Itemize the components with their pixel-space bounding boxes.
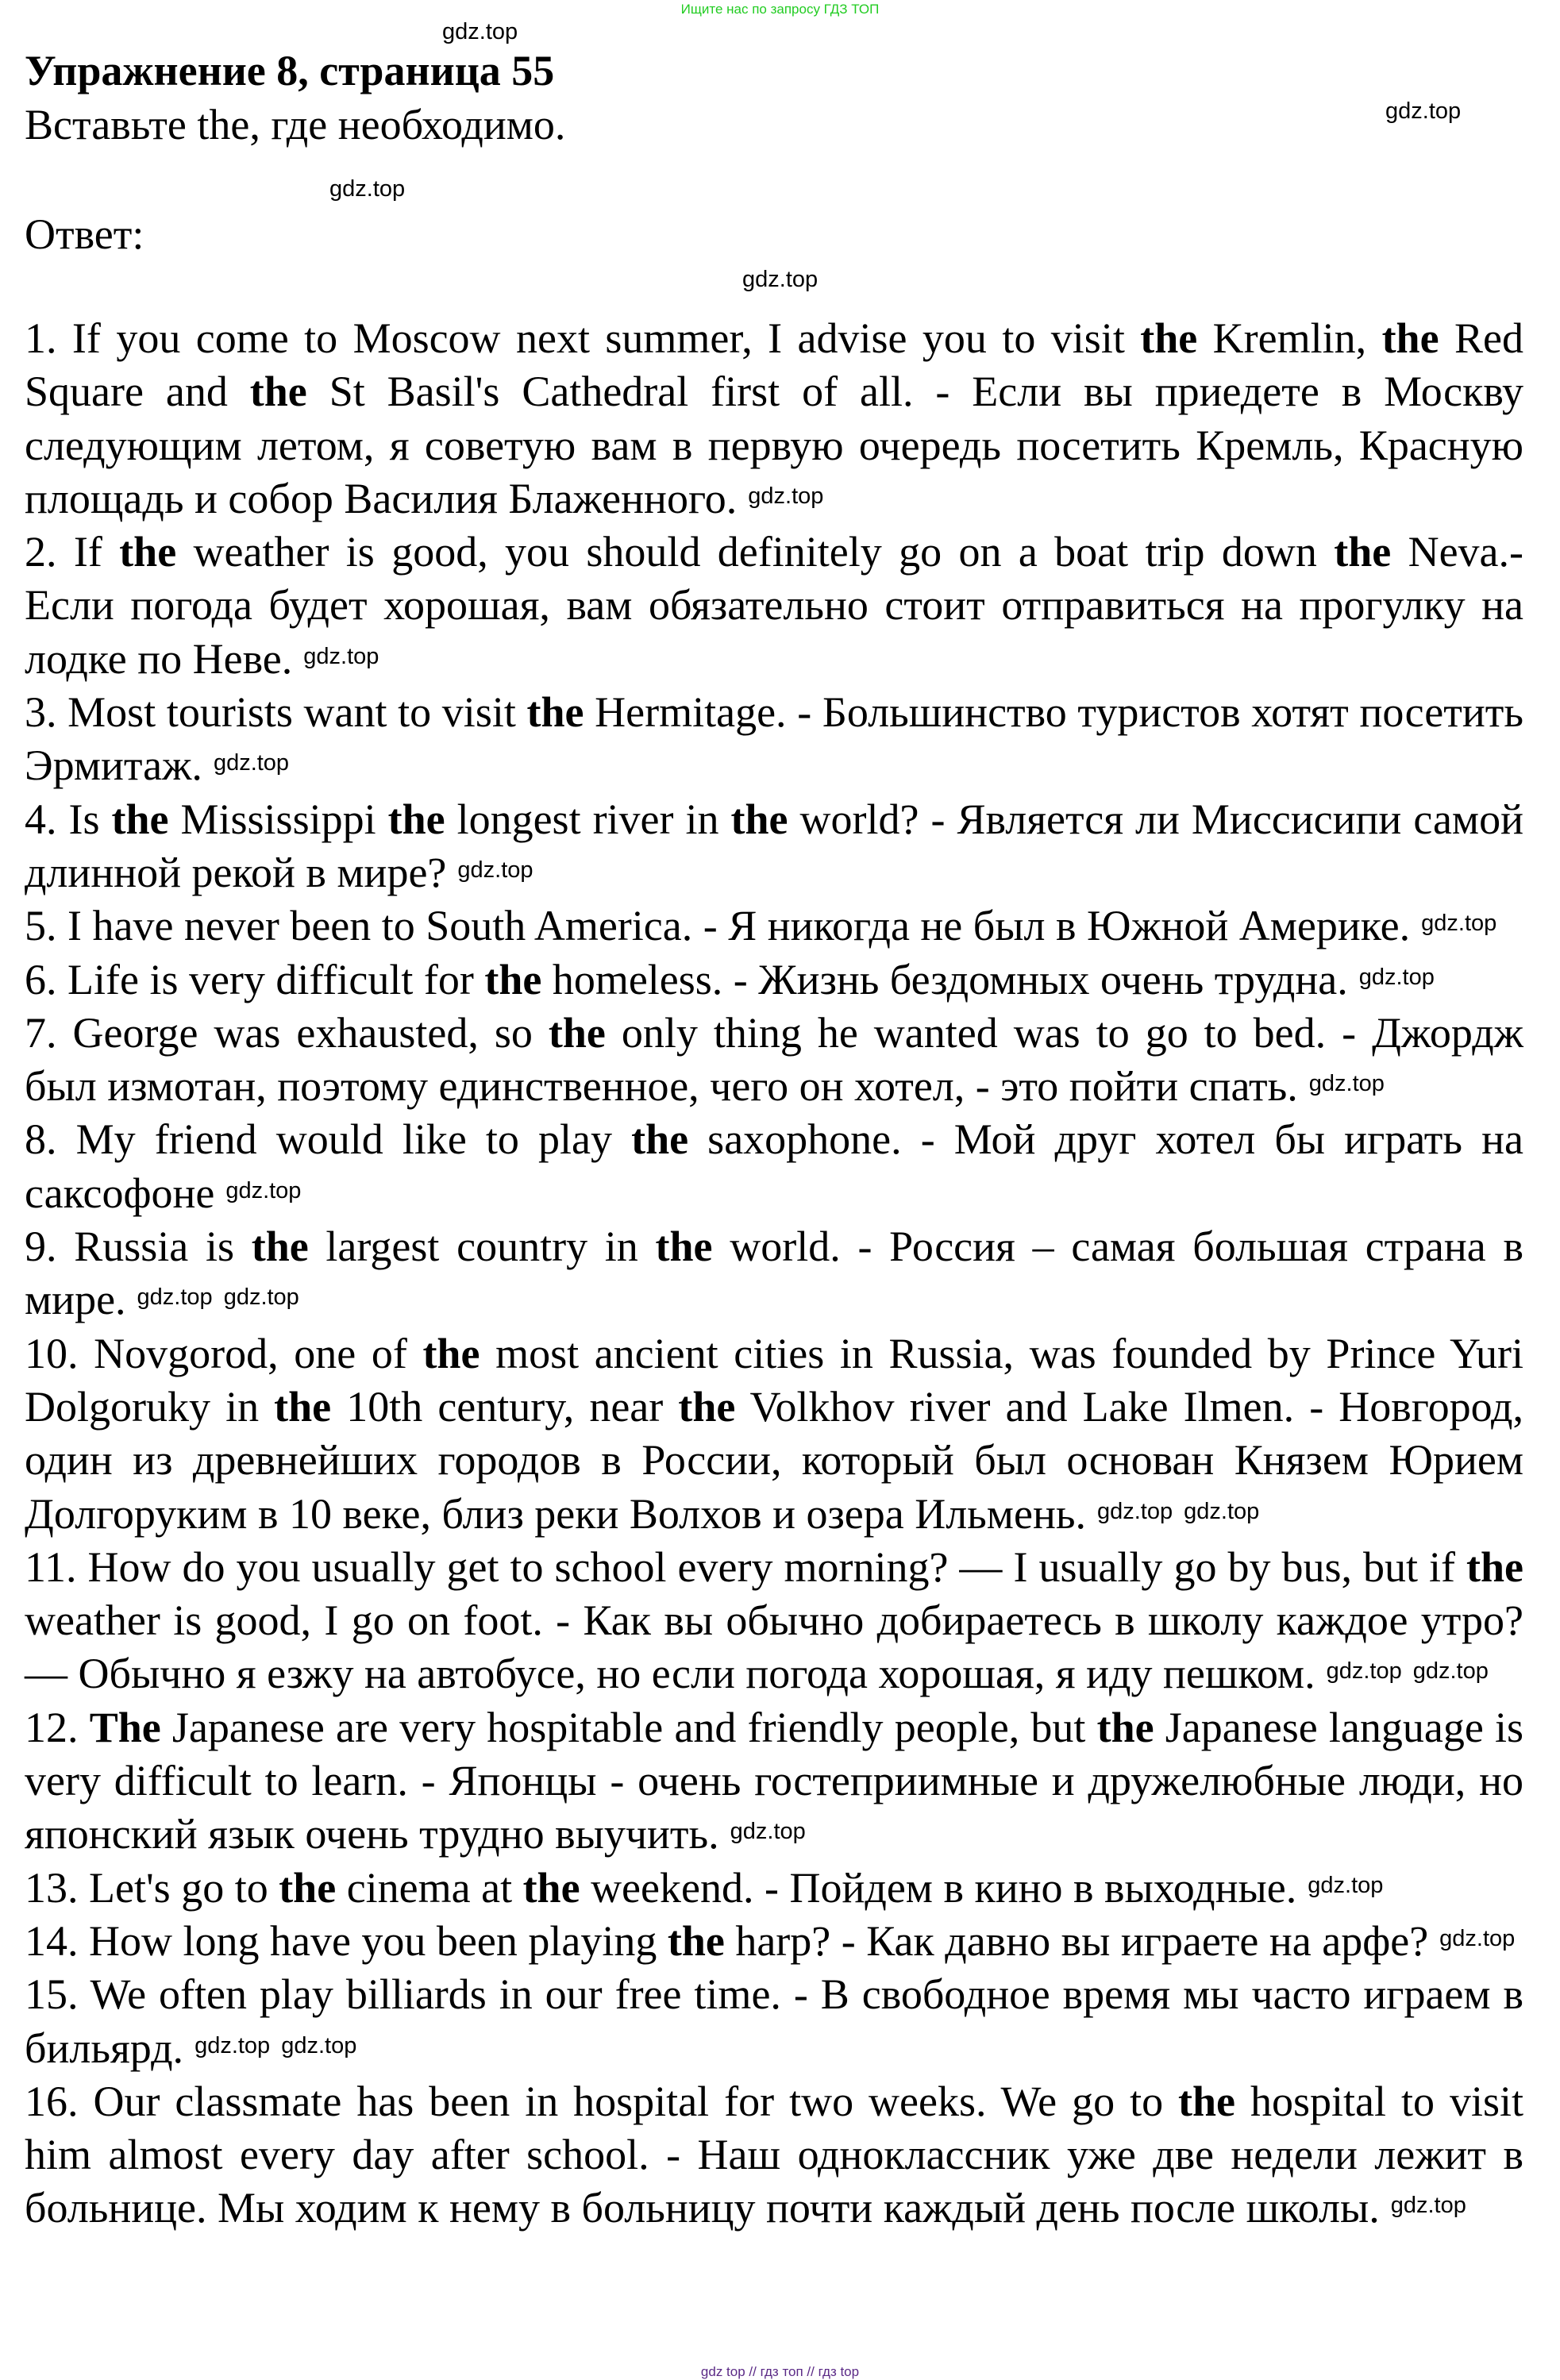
inserted-article: the <box>484 955 542 1003</box>
answer-text: 13. Let's go to <box>25 1863 279 1912</box>
answer-text: 16. Our classmate has been in hospital for two weeks. We go to <box>25 2077 1179 2125</box>
answer-text: Mississippi <box>168 795 388 843</box>
answer-item <box>25 1220 1523 1327</box>
answer-item <box>25 1327 1523 1541</box>
inserted-article: the <box>631 1115 689 1164</box>
inserted-article: the <box>249 368 307 416</box>
answer-text: harp? - Как давно вы играете на арфе? <box>724 1916 1429 1965</box>
answer-item <box>25 1968 1523 2075</box>
inserted-article: the <box>1466 1542 1523 1591</box>
answer-text: world? - Является ли Миссисипи самой длинной рекой в мире? <box>25 795 1523 896</box>
inserted-article: the <box>1096 1703 1154 1751</box>
inserted-article: the <box>655 1223 713 1271</box>
answer-text: 12. <box>25 1703 90 1751</box>
watermark: gdz.top <box>742 267 819 292</box>
bottom-footer-note: gdz top // гдз топ // гдз top <box>700 2364 860 2379</box>
answer-text: St Basil's Cathedral first of all. - Если вы приедете в Москву следующим летом, я советую вам в первую очередь посетить Кремль, Красную площадь и собор Василия Блаженного. <box>25 368 1524 522</box>
answer-text: weekend. - Пойдем в кино в выходные. <box>580 1863 1297 1912</box>
answer-text: 10th century, near <box>331 1382 679 1431</box>
answer-text: 6. Life is very difficult for <box>25 955 485 1003</box>
watermark: gdz.top <box>1358 964 1435 990</box>
answer-item <box>25 1113 1523 1220</box>
watermark: gdz.top <box>195 2032 271 2058</box>
watermark: gdz.top <box>213 750 290 776</box>
answer-item <box>25 1541 1523 1701</box>
answer-text: weather is good, I go on foot. - Как вы обычно добираетесь в школу каждое утро? — Обычно я езжу на автобусе, но если погода хорошая, я иду пешком. <box>25 1596 1523 1698</box>
watermark: gdz.top <box>281 2032 357 2058</box>
inserted-article: the <box>387 795 445 843</box>
inserted-article: the <box>730 795 788 843</box>
answer-text: most ancient cities in Russia, was founded by Prince Yuri Dolgoruky in <box>25 1329 1523 1431</box>
answer-item <box>25 312 1523 526</box>
answer-item <box>25 953 1523 1007</box>
inserted-article: the <box>274 1382 332 1431</box>
watermark: gdz.top <box>303 643 379 669</box>
watermark: gdz.top <box>329 176 406 202</box>
answer-text: Kremlin, <box>1197 314 1382 362</box>
answer-text: Red Square and <box>25 314 1523 416</box>
inserted-article: the <box>1381 314 1439 362</box>
watermark: gdz.top <box>1390 2193 1466 2219</box>
top-search-note: Ищите нас по запросу ГДЗ ТОП <box>680 2 880 17</box>
answer-text: 9. Russia is <box>25 1223 252 1271</box>
answer-text: 14. How long have you been playing <box>25 1916 668 1965</box>
inserted-article: the <box>522 1863 580 1912</box>
watermark: gdz.top <box>730 1819 806 1845</box>
answer-text: 3. Most tourists want to visit <box>25 688 527 737</box>
watermark: gdz.top <box>442 19 518 44</box>
watermark: gdz.top <box>225 1177 302 1203</box>
answer-text: longest river in <box>445 795 731 843</box>
answer-text: world. - Россия – самая большая страна в мире. <box>25 1223 1523 1324</box>
answer-text: weather is good, you should definitely go on a boat trip down <box>176 528 1335 576</box>
answer-text: Neva.- Если погода будет хорошая, вам обязательно стоит отправиться на прогулку на лодке по Неве. <box>25 528 1523 683</box>
watermark: gdz.top <box>223 1284 299 1311</box>
watermark: gdz.top <box>748 483 824 509</box>
inserted-article: the <box>111 795 169 843</box>
watermark: gdz.top <box>137 1284 213 1311</box>
answer-text: 2. If <box>25 528 120 576</box>
inserted-article: The <box>89 1703 161 1751</box>
answer-text: largest country in <box>308 1223 656 1271</box>
answer-text: cinema at <box>336 1863 523 1912</box>
page-title: Упражнение 8, страница 55 <box>25 47 555 94</box>
inserted-article: the <box>251 1223 309 1271</box>
answer-text: Volkhov river and Lake Ilmen. - Новгород, один из древнейших городов в России, который был основан Князем Юрием Долгоруким в 10 веке, близ реки Волхов и озера Ильмень. <box>25 1382 1523 1538</box>
answer-text: 7. George was exhausted, so <box>25 1008 549 1057</box>
inserted-article: the <box>1140 314 1198 362</box>
answer-item <box>25 1007 1523 1114</box>
inserted-article: the <box>1334 528 1392 576</box>
answer-item <box>25 793 1523 900</box>
answer-item <box>25 899 1523 953</box>
answer-text: hospital to visit him almost every day after school. - Наш одноклассник уже две недели лежит в больнице. Мы ходим к нему в больницу почти каждый день после школы. <box>25 2077 1523 2232</box>
answer-text: Japanese are very hospitable and friendly people, but <box>160 1703 1097 1751</box>
answer-list <box>25 312 1523 2236</box>
answer-text: saxophone. - Мой друг хотел бы играть на саксофоне <box>25 1115 1523 1217</box>
watermark: gdz.top <box>1096 1498 1173 1524</box>
answer-label: Ответ: <box>25 210 144 258</box>
answer-text: 1. If you come to Moscow next summer, I advise you to visit <box>25 314 1141 362</box>
answer-text: only thing he wanted was to go to bed. - Джордж был измотан, поэтому единственное, чего он хотел, - это пойти спать. <box>25 1008 1523 1111</box>
inserted-article: the <box>119 528 177 576</box>
answer-text: 10. Novgorod, one of <box>25 1329 423 1377</box>
inserted-article: the <box>667 1916 725 1965</box>
task-instruction: Вставьте the, где необходимо. <box>25 101 566 148</box>
answer-text: 5. I have never been to South America. - Я никогда не был в Южной Америке. <box>25 902 1411 950</box>
inserted-article: the <box>548 1008 606 1057</box>
answer-item <box>25 686 1523 793</box>
watermark: gdz.top <box>1326 1658 1402 1685</box>
answer-text: Japanese language is very difficult to learn. - Японцы - очень гостеприимные и дружелюбные люди, но японский язык очень трудно выучить. <box>25 1703 1524 1858</box>
answer-text: 15. We often play billiards in our free time. - В свободное время мы часто играем в бильярд. <box>25 1970 1523 2072</box>
watermark: gdz.top <box>1439 1925 1516 1951</box>
watermark: gdz.top <box>1184 1498 1260 1524</box>
answer-item <box>25 1862 1523 1915</box>
answer-text: Hermitage. - Большинство туристов хотят посетить Эрмитаж. <box>25 688 1523 790</box>
watermark: gdz.top <box>457 857 533 883</box>
inserted-article: the <box>422 1329 480 1377</box>
answer-text: 4. Is <box>25 795 112 843</box>
watermark: gdz.top <box>1412 1658 1489 1685</box>
answer-item <box>25 1701 1523 1862</box>
inserted-article: the <box>678 1382 736 1431</box>
inserted-article: the <box>526 688 584 737</box>
inserted-article: the <box>279 1863 337 1912</box>
answer-item <box>25 2075 1523 2236</box>
watermark: gdz.top <box>1385 98 1462 124</box>
answer-text: homeless. - Жизнь бездомных очень трудна. <box>541 955 1348 1003</box>
watermark: gdz.top <box>1308 1872 1384 1898</box>
answer-item <box>25 1915 1523 1968</box>
answer-item <box>25 526 1523 686</box>
answer-text: 8. My friend would like to play <box>25 1115 632 1164</box>
answer-text: 11. How do you usually get to school every morning? — I usually go by bus, but if <box>25 1542 1467 1591</box>
inserted-article: the <box>1178 2077 1236 2125</box>
watermark: gdz.top <box>1421 911 1497 937</box>
watermark: gdz.top <box>1308 1071 1385 1097</box>
